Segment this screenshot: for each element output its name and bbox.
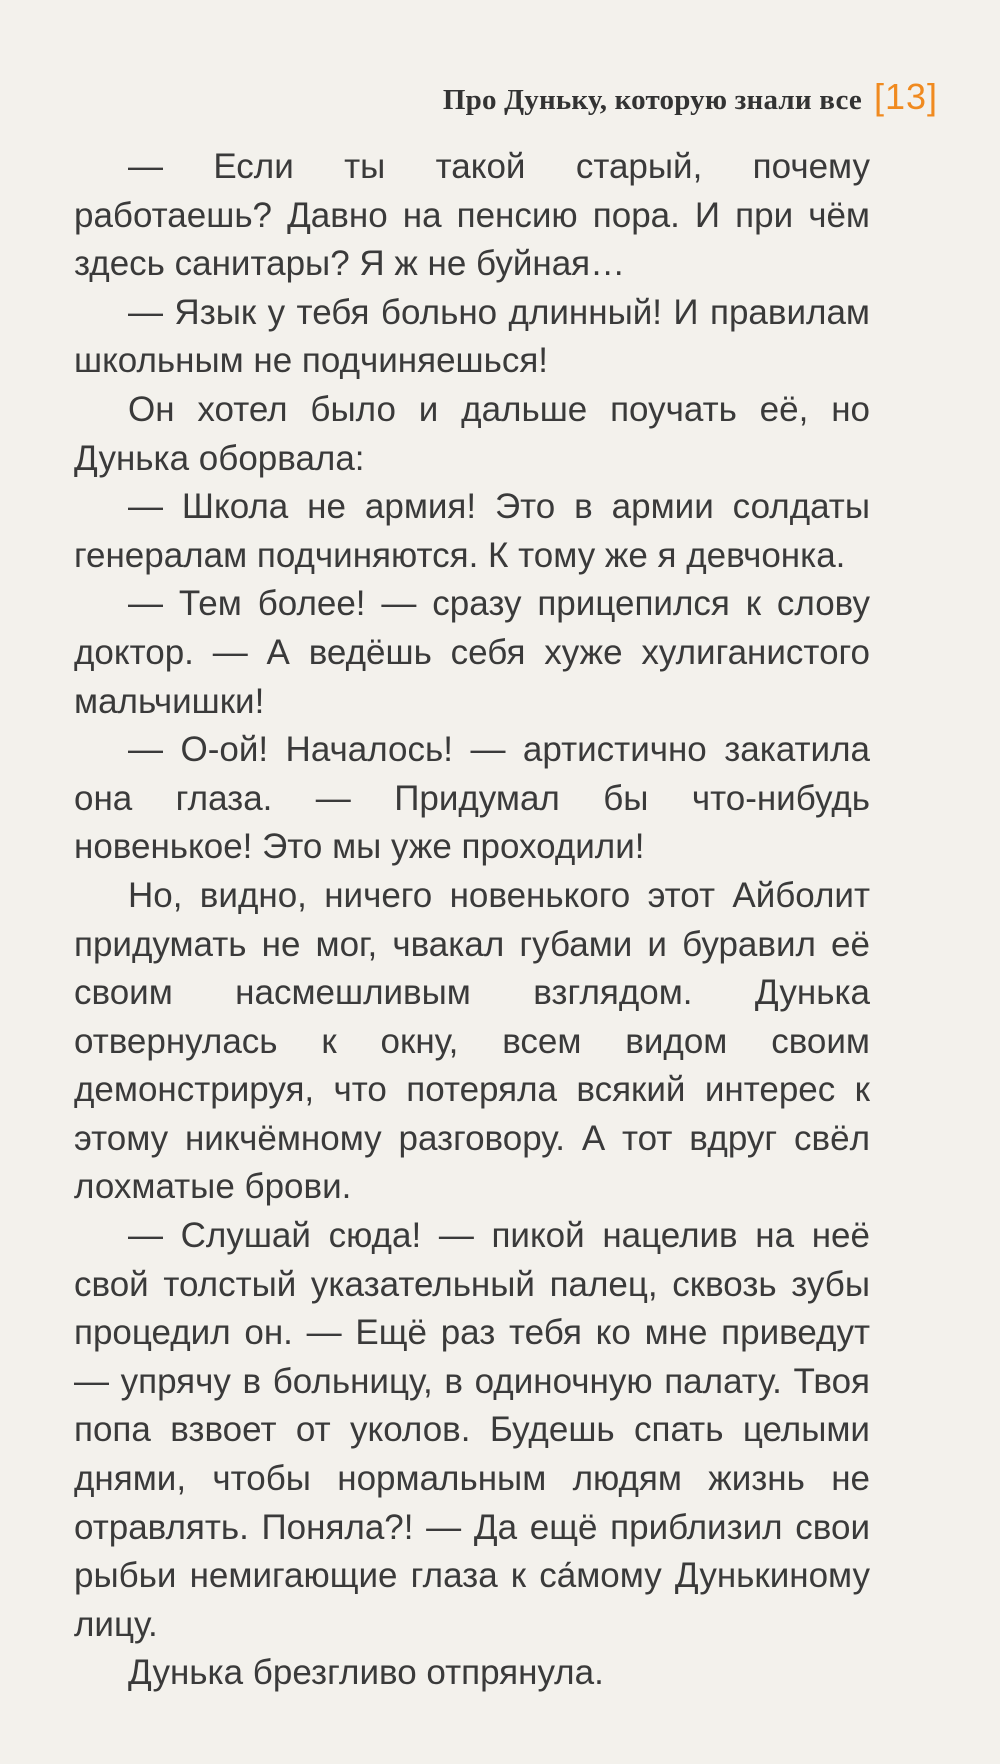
paragraph: Но, видно, ничего новенького этот Айболит придумать не мог, чвакал губами и буравил её своим насмешливым взглядом. Дунька отвернулась к окну, всем видом своим демонстрируя, что потеряла всякий интерес к этому никчёмному разговору. А тот вдруг свёл лохматые брови. bbox=[74, 875, 870, 1207]
running-title: Про Дуньку, которую знали все bbox=[442, 84, 862, 116]
running-head bbox=[443, 76, 938, 118]
paragraph: — Слушай сюда! — пикой нацелив на неё свой толстый указательный палец, сквозь зубы процедил он. — Ещё раз тебя ко мне приведут — упрячу в больницу, в одиночную палату. Твоя попа взвоет от уколов. Будешь спать целыми днями, чтобы нормальным людям жизнь не отравлять. Поняла?! — Да ещё приблизил свои рыбьи немигающие глаза к са́мому Дунькиному лицу. bbox=[74, 1216, 870, 1644]
paragraph: Дунька брезгливо отпрянула. bbox=[128, 1653, 604, 1693]
paragraph: — Если ты такой старый, почему работаешь? Давно на пенсию пора. И при чём здесь санитары? Я ж не буйная… bbox=[74, 147, 870, 284]
page-number: [13] bbox=[873, 76, 938, 117]
paragraph: — Язык у тебя больно длинный! И правилам школьным не подчиняешься! bbox=[74, 292, 870, 381]
paragraph: — Школа не армия! Это в армии солдаты генералам подчиняются. К тому же я девчонка. bbox=[74, 487, 870, 575]
paragraph: — Тем более! — сразу прицепился к слову доктор. — А ведёшь себя хуже хулиганистого мальчишки! bbox=[74, 584, 870, 721]
paragraph: Он хотел было и дальше поучать её, но Дунька оборвала: bbox=[74, 389, 870, 478]
paragraph: — О-ой! Началось! — артистично закатила она глаза. — Придумал бы что-нибудь новенькое! Это мы уже проходили! bbox=[74, 730, 870, 867]
body-text bbox=[74, 143, 870, 1698]
